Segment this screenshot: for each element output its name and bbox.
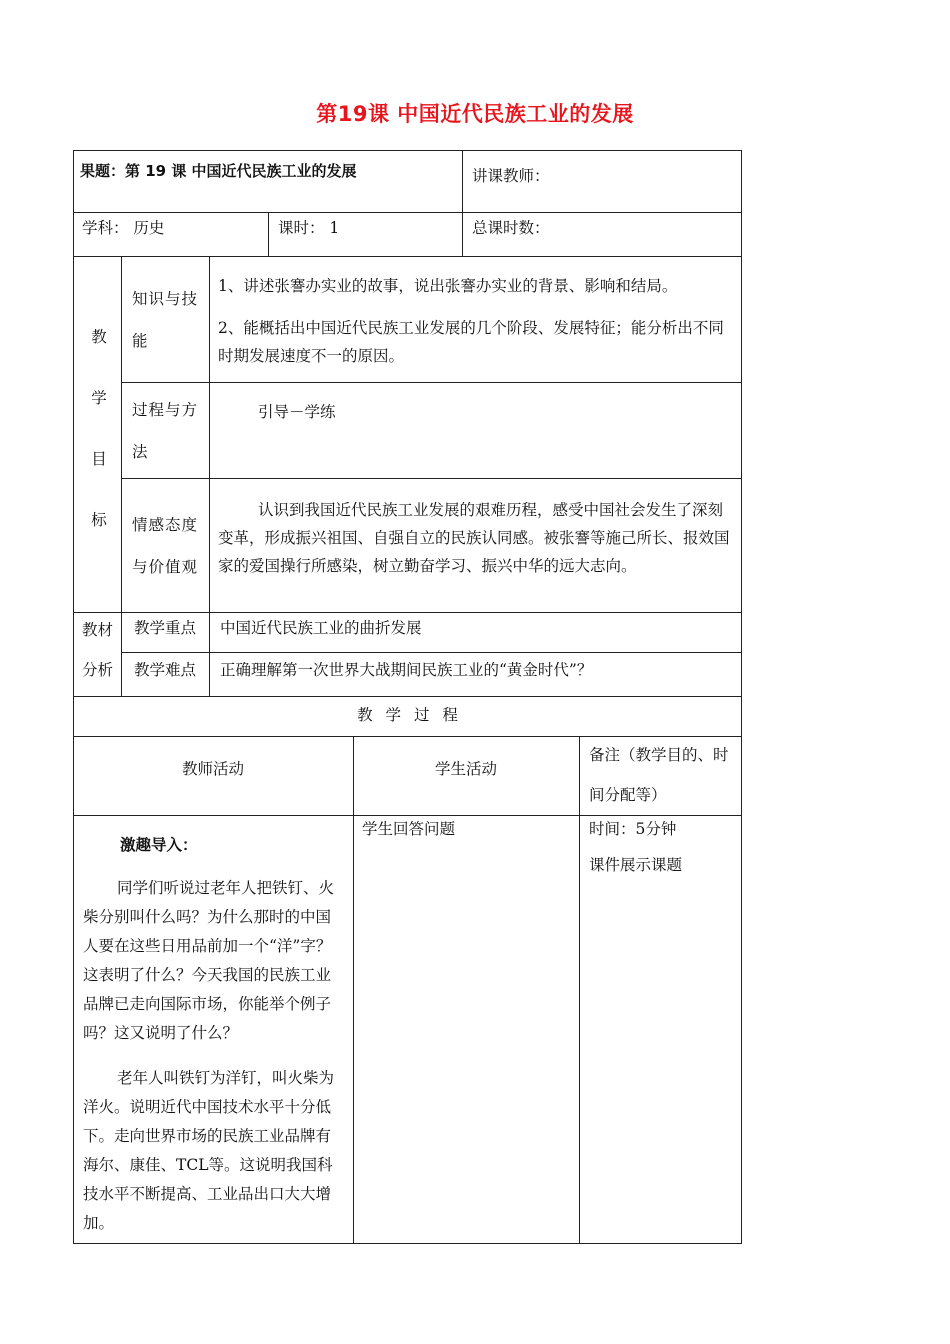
row-divider [121, 652, 742, 653]
col-header-teacher: 教师活动 [181, 760, 244, 778]
objective-item: 2、能概括出中国近代民族工业发展的几个阶段、发展特征；能分析出不同时期发展速度不一的原因。 [218, 319, 724, 365]
teacher-label: 讲课教师： [472, 167, 550, 185]
teacher-heading: 激趣导入： [120, 835, 198, 854]
row-divider [73, 612, 742, 613]
lesson-topic: 果题：第 19 课 中国近代民族工业的发展 [80, 162, 357, 180]
col-divider [121, 256, 122, 696]
student-activity: 学生回答问题 [362, 820, 456, 838]
col-divider [579, 736, 580, 1244]
col-divider [353, 736, 354, 1244]
key-point-value: 中国近代民族工业的曲折发展 [220, 619, 422, 637]
key-point-label: 教学重点 [134, 619, 197, 637]
process-heading: 教 学 过 程 [357, 706, 458, 724]
teacher-paragraph: 同学们听说过老年人把铁钉、火柴分别叫什么吗？为什么那时的中国人要在这些日用品前加一个“洋”字？这表明了什么？今天我国的民族工业品牌已走向国际市场，你能举个例子吗？这又说明了什么？ [83, 879, 335, 1042]
row-divider [121, 478, 742, 479]
objective-item: 引导－学练 [258, 403, 336, 421]
row-divider [73, 696, 742, 697]
difficulty-value: 正确理解第一次世界大战期间民族工业的“黄金时代”？ [220, 661, 593, 679]
notes-time: 时间：5分钟 [589, 820, 677, 838]
difficulty-label: 教学难点 [134, 661, 197, 679]
period-field: 课时： 1 [278, 219, 340, 237]
objectives-label-char: 目 [91, 450, 107, 468]
analysis-label-char: 教材 [82, 621, 114, 639]
row-divider [73, 212, 742, 213]
objective-label-knowledge: 知识与技能 [132, 290, 199, 350]
objective-item: 认识到我国近代民族工业发展的艰难历程，感受中国社会发生了深刻变革，形成振兴祖国、自强自立的民族认同感。被张謇等施己所长、报效国家的爱国操行所感染，树立勤奋学习、振兴中华的远大志向。 [218, 501, 730, 575]
row-divider [121, 382, 742, 383]
objectives-label-char: 学 [91, 389, 107, 407]
col-header-notes: 备注（教学目的、时间分配等） [589, 746, 729, 804]
objective-label-process: 过程与方法 [132, 401, 199, 461]
objectives-label-char: 标 [91, 511, 107, 529]
teacher-paragraph: 老年人叫铁钉为洋钉，叫火柴为洋火。说明近代中国技术水平十分低下。走向世界市场的民族工业品牌有海尔、康佳、TCL等。这说明我国科技水平不断提高、工业品出口大大增加。 [83, 1069, 335, 1232]
col-divider [462, 150, 463, 256]
col-divider [268, 212, 269, 256]
total-periods-field: 总课时数： [472, 219, 550, 237]
col-header-student: 学生活动 [434, 760, 497, 778]
analysis-label-char: 分析 [82, 661, 114, 679]
notes-show: 课件展示课题 [589, 856, 683, 874]
objectives-label-char: 教 [91, 328, 107, 346]
subject-field: 学科： 历史 [82, 219, 165, 237]
objective-label-values: 情感态度与价值观 [132, 516, 199, 576]
row-divider [73, 256, 742, 257]
page-title: 第19课 中国近代民族工业的发展 [316, 102, 634, 126]
col-divider [209, 256, 210, 696]
objective-item: 1、讲述张謇办实业的故事，说出张謇办实业的背景、影响和结局。 [218, 277, 678, 295]
